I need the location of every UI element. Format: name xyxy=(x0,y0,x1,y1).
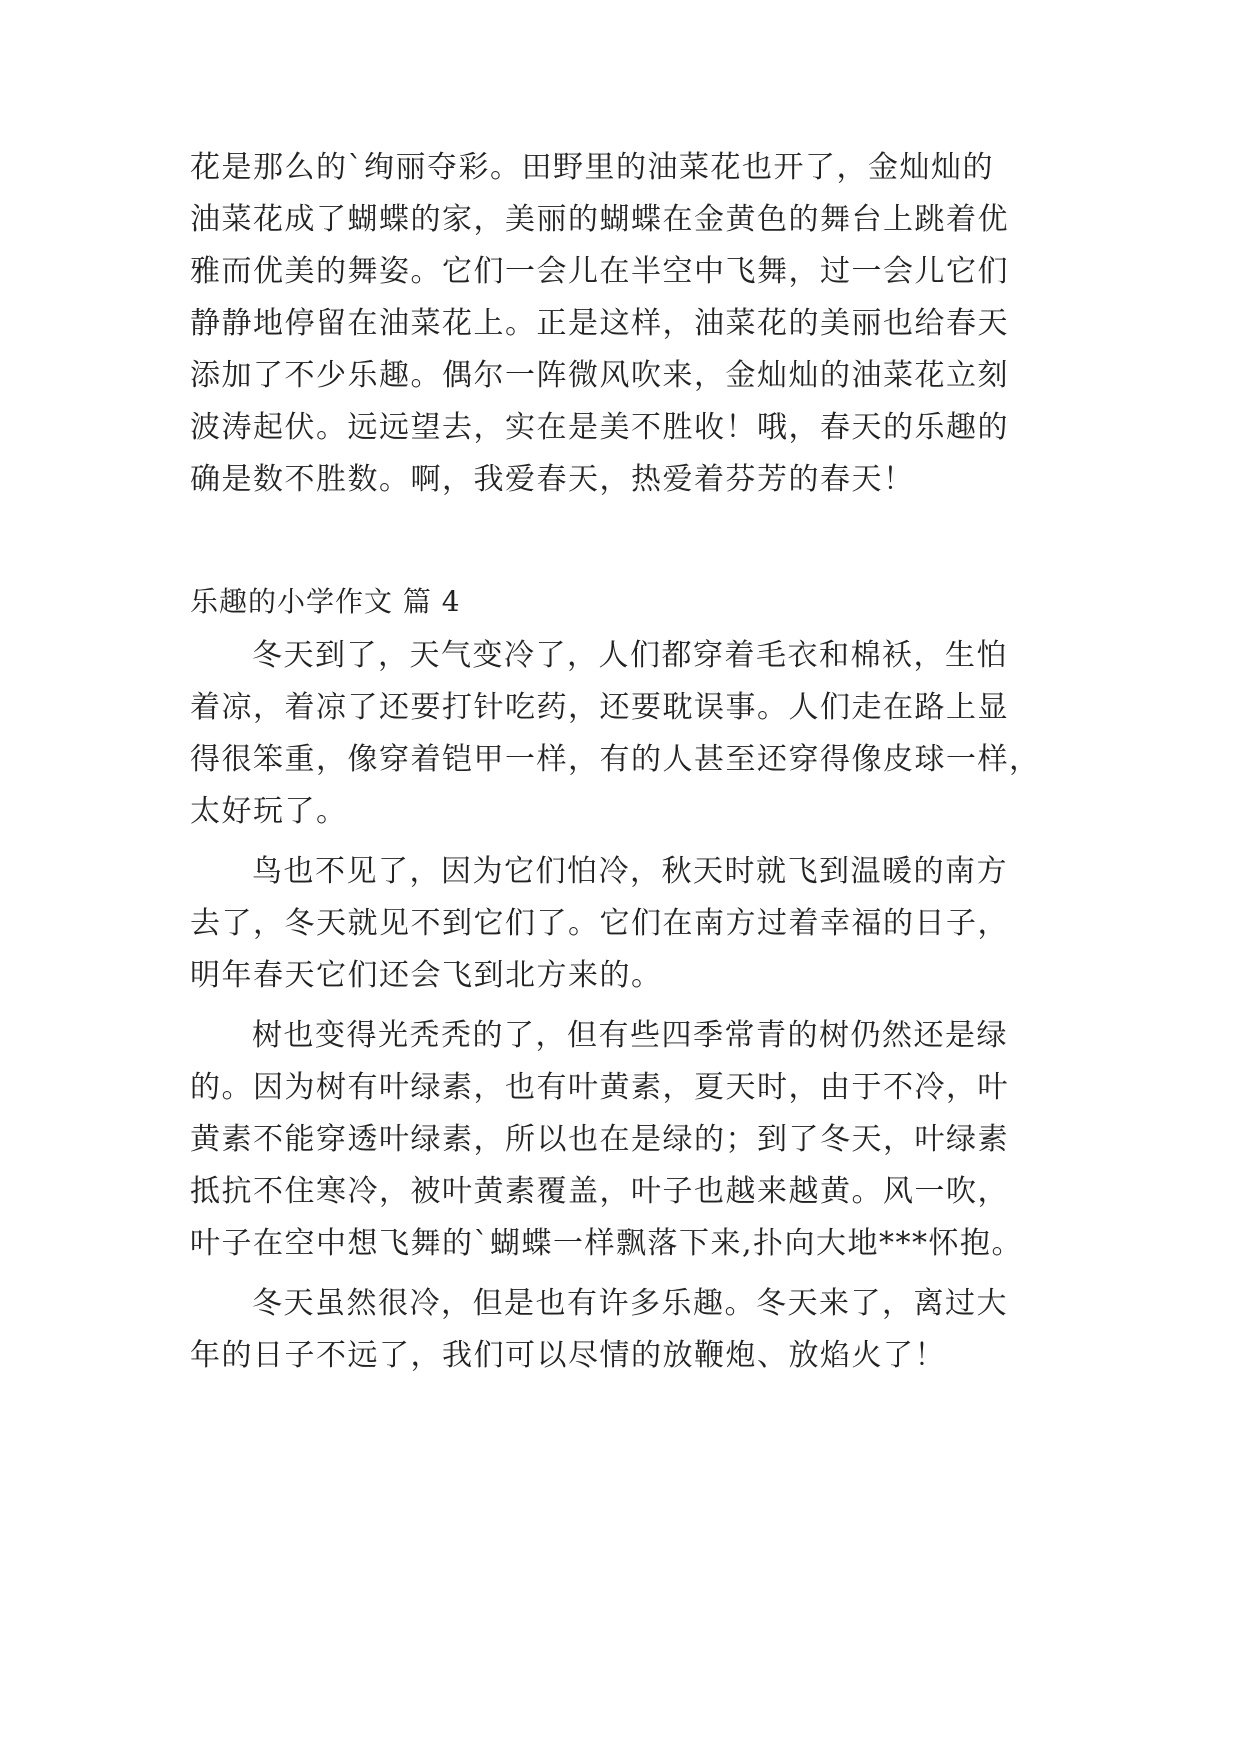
text-line: 冬天虽然很冷，但是也有许多乐趣。冬天来了，离过大 xyxy=(252,1286,1008,1321)
text-line: 添加了不少乐趣。偶尔一阵微风吹来，金灿灿的油菜花立刻 xyxy=(190,358,1009,393)
text-line: 叶子在空中想飞舞的`蝴蝶一样飘落下来,扑向大地***怀抱。 xyxy=(190,1226,1024,1261)
text-line: 去了，冬天就见不到它们了。它们在南方过着幸福的日子， xyxy=(190,906,1009,941)
text-line: 抵抗不住寒冷，被叶黄素覆盖，叶子也越来越黄。风一吹， xyxy=(190,1174,1009,1209)
text-line: 波涛起伏。远远望去，实在是美不胜收！哦，春天的乐趣的 xyxy=(190,410,1009,445)
text-line: 雅而优美的舞姿。它们一会儿在半空中飞舞，过一会儿它们 xyxy=(190,254,1009,289)
text-line: 的。因为树有叶绿素，也有叶黄素，夏天时，由于不冷，叶 xyxy=(190,1070,1009,1105)
text-line: 花是那么的`绚丽夺彩。田野里的油菜花也开了，金灿灿的 xyxy=(190,150,994,185)
text-line: 树也变得光秃秃的了，但有些四季常青的树仍然还是绿 xyxy=(252,1018,1008,1053)
text-line: 明年春天它们还会飞到北方来的。 xyxy=(190,958,663,993)
section-heading: 乐趣的小学作文 篇 4 xyxy=(190,585,461,618)
text-line: 静静地停留在油菜花上。正是这样，油菜花的美丽也给春天 xyxy=(190,306,1009,341)
text-line: 得很笨重，像穿着铠甲一样，有的人甚至还穿得像皮球一样， xyxy=(190,742,1041,777)
text-line: 确是数不胜数。啊，我爱春天，热爱着芬芳的春天！ xyxy=(190,462,915,497)
text-line: 着凉，着凉了还要打针吃药，还要耽误事。人们走在路上显 xyxy=(190,690,1009,725)
text-line: 黄素不能穿透叶绿素，所以也在是绿的；到了冬天，叶绿素 xyxy=(190,1122,1009,1157)
text-line: 太好玩了。 xyxy=(190,794,348,829)
text-line: 油菜花成了蝴蝶的家，美丽的蝴蝶在金黄色的舞台上跳着优 xyxy=(190,202,1009,237)
text-line: 冬天到了，天气变冷了，人们都穿着毛衣和棉袄，生怕 xyxy=(252,638,1008,673)
text-line: 鸟也不见了，因为它们怕冷，秋天时就飞到温暖的南方 xyxy=(252,854,1008,889)
text-line: 年的日子不远了，我们可以尽情的放鞭炮、放焰火了！ xyxy=(190,1338,946,1373)
